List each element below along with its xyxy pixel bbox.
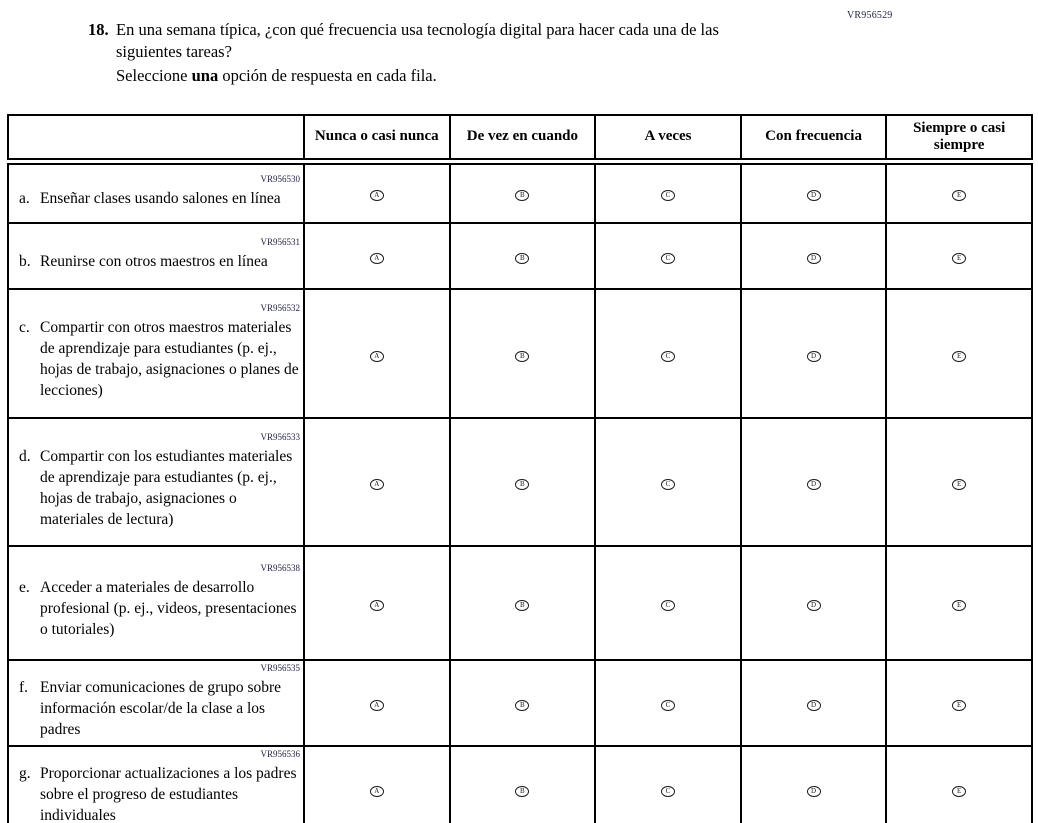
option-d-bubble[interactable]: D [807, 253, 821, 264]
option-a-bubble[interactable]: A [370, 600, 384, 611]
option-cell [595, 746, 741, 823]
vr-code: VR956531 [260, 237, 300, 247]
instruction-bold-word: una [191, 66, 219, 85]
option-b-bubble[interactable]: B [515, 600, 529, 611]
option-cell [886, 223, 1032, 289]
option-b-bubble[interactable]: B [515, 190, 529, 201]
row-label-cell [8, 660, 304, 746]
option-cell [886, 418, 1032, 546]
option-c-bubble[interactable]: C [661, 351, 675, 362]
row-label [15, 249, 301, 272]
option-c-bubble[interactable]: C [661, 786, 675, 797]
row-label-cell [8, 223, 304, 289]
option-cell [741, 418, 887, 546]
table-row-e [8, 546, 1032, 660]
option-e-bubble[interactable]: E [952, 190, 966, 201]
option-cell [304, 223, 450, 289]
option-cell [304, 746, 450, 823]
option-cell [304, 660, 450, 746]
option-cell [886, 546, 1032, 660]
row-letter: f. [19, 679, 29, 696]
option-cell [595, 546, 741, 660]
column-header-confrecuencia: Con frecuencia [741, 115, 887, 161]
question-instruction [116, 66, 437, 86]
option-a-bubble[interactable]: A [370, 190, 384, 201]
option-b-bubble[interactable]: B [515, 253, 529, 264]
column-header-aveces: A veces [595, 115, 741, 161]
option-cell [741, 746, 887, 823]
row-letter: b. [19, 253, 31, 270]
row-label-cell [8, 418, 304, 546]
row-label-text: Compartir con otros maestros materiales de aprendizaje para estudiantes (p. ej., hojas de trabajo, asignaciones o planes de lecciones) [40, 319, 299, 399]
option-c-bubble[interactable]: C [661, 700, 675, 711]
option-cell [450, 546, 596, 660]
row-letter: a. [19, 190, 30, 208]
table-row-g [8, 746, 1032, 823]
option-e-bubble[interactable]: E [952, 253, 966, 264]
row-label-cell [8, 746, 304, 823]
row-label-cell [8, 546, 304, 660]
vr-code: VR956535 [260, 663, 300, 673]
option-d-bubble[interactable]: D [807, 479, 821, 490]
option-cell [741, 161, 887, 223]
option-cell [741, 223, 887, 289]
option-c-bubble[interactable]: C [661, 253, 675, 264]
instruction-prefix: Seleccione [116, 66, 192, 85]
option-cell [450, 746, 596, 823]
option-cell [886, 660, 1032, 746]
vr-code: VR956536 [260, 749, 300, 759]
option-b-bubble[interactable]: B [515, 700, 529, 711]
question-text: En una semana típica, ¿con qué frecuencia usa tecnología digital para hacer cada una de las siguientes tareas? [116, 20, 719, 61]
row-label-text: Compartir con los estudiantes materiales de aprendizaje para estudiantes (p. ej., hojas de trabajo, asignaciones o materiales de lectura) [40, 447, 293, 528]
row-label-text: Reunirse con otros maestros en línea [40, 253, 268, 270]
option-d-bubble[interactable]: D [807, 190, 821, 201]
option-cell [595, 223, 741, 289]
table-row-b [8, 223, 1032, 289]
option-cell [741, 546, 887, 660]
column-header-siempre: Siempre o casi siempre [886, 115, 1032, 161]
option-cell [450, 223, 596, 289]
header-row [8, 115, 1032, 161]
table-row-d [8, 418, 1032, 546]
question-number: 18. [88, 20, 109, 39]
option-cell [450, 161, 596, 223]
option-cell [886, 746, 1032, 823]
option-a-bubble[interactable]: A [370, 700, 384, 711]
row-label-text: Proporcionar actualizaciones a los padres sobre el progreso de estudiantes individuales [40, 765, 297, 823]
table-row-f [8, 660, 1032, 746]
column-header-devez: De vez en cuando [450, 115, 596, 161]
row-letter: g. [19, 765, 31, 782]
header-corner-cell [8, 115, 304, 161]
row-label [15, 186, 301, 209]
page-form-code: VR956529 [847, 10, 893, 21]
option-cell [304, 161, 450, 223]
row-letter: e. [19, 579, 30, 596]
option-a-bubble[interactable]: A [370, 479, 384, 490]
column-header-nunca: Nunca o casi nunca [304, 115, 450, 161]
row-letter: d. [19, 447, 31, 465]
row-label-text: Enviar comunicaciones de grupo sobre información escolar/de la clase a los padres [40, 679, 282, 738]
option-a-bubble[interactable]: A [370, 253, 384, 264]
option-cell [595, 289, 741, 418]
option-cell [595, 660, 741, 746]
option-d-bubble[interactable]: D [807, 700, 821, 711]
option-cell [450, 289, 596, 418]
option-a-bubble[interactable]: A [370, 351, 384, 362]
row-label-text: Acceder a materiales de desarrollo profesional (p. ej., videos, presentaciones o tutoriales) [40, 579, 297, 638]
row-letter: c. [19, 319, 30, 336]
option-b-bubble[interactable]: B [515, 786, 529, 797]
vr-code: VR956533 [260, 431, 300, 442]
option-cell [450, 418, 596, 546]
option-b-bubble[interactable]: B [515, 351, 529, 362]
row-label-text: Enseñar clases usando salones en línea [40, 190, 281, 208]
option-c-bubble[interactable]: C [661, 600, 675, 611]
option-c-bubble[interactable]: C [661, 479, 675, 490]
option-d-bubble[interactable]: D [807, 786, 821, 797]
option-e-bubble[interactable]: E [952, 351, 966, 362]
option-b-bubble[interactable]: B [515, 479, 529, 490]
row-label-cell [8, 289, 304, 418]
option-e-bubble[interactable]: E [952, 479, 966, 490]
option-c-bubble[interactable]: C [661, 190, 675, 201]
row-label-cell [8, 161, 304, 223]
table-row-a [8, 161, 1032, 223]
row-label [15, 444, 301, 530]
response-table [7, 114, 1033, 823]
option-cell [304, 418, 450, 546]
option-cell [741, 660, 887, 746]
row-label [15, 575, 301, 640]
option-e-bubble[interactable]: E [952, 786, 966, 797]
option-e-bubble[interactable]: E [952, 600, 966, 611]
vr-code: VR956532 [260, 303, 300, 313]
option-cell [595, 418, 741, 546]
option-cell [304, 546, 450, 660]
option-d-bubble[interactable]: D [807, 600, 821, 611]
option-cell [741, 289, 887, 418]
option-d-bubble[interactable]: D [807, 351, 821, 362]
option-a-bubble[interactable]: A [370, 786, 384, 797]
question-block [88, 19, 828, 63]
row-label [15, 675, 301, 740]
option-e-bubble[interactable]: E [952, 700, 966, 711]
row-label [15, 315, 301, 401]
vr-code: VR956530 [260, 174, 300, 185]
instruction-suffix: opción de respuesta en cada fila. [218, 66, 437, 85]
option-cell [886, 161, 1032, 223]
option-cell [450, 660, 596, 746]
vr-code: VR956538 [260, 563, 300, 573]
option-cell [886, 289, 1032, 418]
row-label [15, 761, 301, 823]
option-cell [304, 289, 450, 418]
option-cell [595, 161, 741, 223]
table-row-c [8, 289, 1032, 418]
